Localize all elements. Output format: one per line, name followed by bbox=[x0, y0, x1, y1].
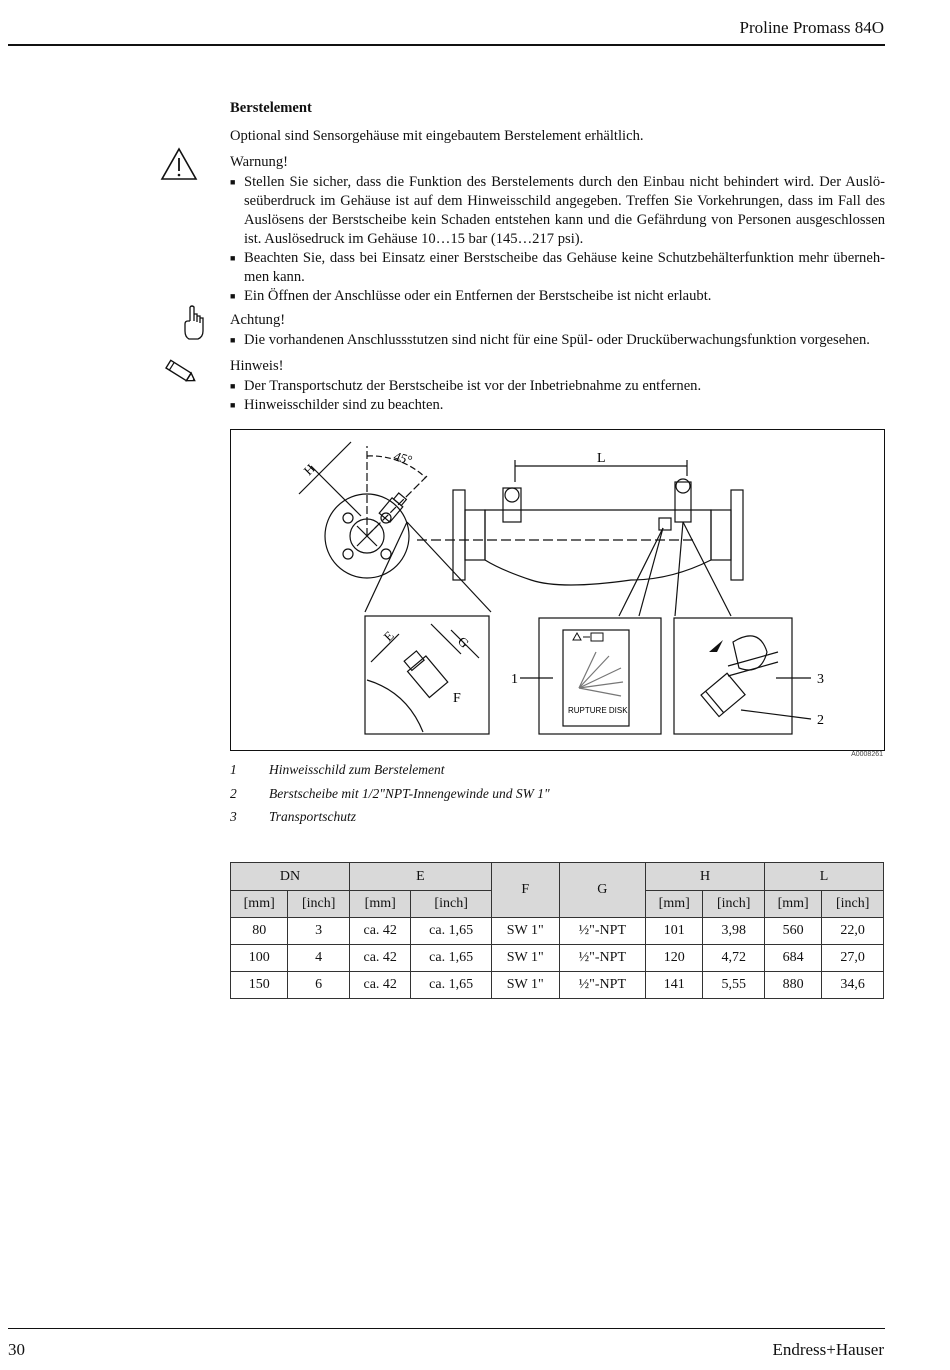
warning-triangle-icon bbox=[160, 147, 198, 181]
callout-number-1: 1 bbox=[511, 672, 518, 687]
note-heading: Hinweis! bbox=[230, 358, 284, 374]
table-cell: 101 bbox=[646, 918, 703, 945]
table-header-l: L bbox=[764, 863, 883, 891]
section-title: Berstelement bbox=[230, 100, 312, 116]
table-cell: SW 1" bbox=[491, 972, 559, 999]
warning-item: ■ Beachten Sie, dass bei Einsatz einer Berstscheibe das Gehäuse keine Schutzbehälterfunktion mehr überneh-men kann. bbox=[230, 249, 885, 287]
legend-number: 2 bbox=[230, 786, 237, 801]
table-unit: [inch] bbox=[822, 891, 884, 918]
rupture-disk-drawing bbox=[231, 430, 884, 750]
table-unit: [mm] bbox=[349, 891, 411, 918]
table-cell: ca. 1,65 bbox=[411, 945, 491, 972]
table-unit: [mm] bbox=[231, 891, 288, 918]
legend-number: 1 bbox=[230, 762, 237, 777]
table-cell: 150 bbox=[231, 972, 288, 999]
table-cell: ca. 1,65 bbox=[411, 972, 491, 999]
table-cell: 22,0 bbox=[822, 918, 884, 945]
table-cell: 4,72 bbox=[703, 945, 765, 972]
table-cell: 27,0 bbox=[822, 945, 884, 972]
table-cell: ½"-NPT bbox=[559, 972, 645, 999]
legend-text: Hinweisschild zum Berstelement bbox=[269, 762, 445, 777]
table-unit: [inch] bbox=[288, 891, 350, 918]
table-cell: ca. 42 bbox=[349, 945, 411, 972]
legend-number: 3 bbox=[230, 809, 237, 824]
table-cell: 34,6 bbox=[822, 972, 884, 999]
header-rule bbox=[8, 44, 885, 46]
legend-item bbox=[230, 809, 885, 829]
footer-rule bbox=[8, 1328, 885, 1329]
section-intro: Optional sind Sensorgehäuse mit eingebautem Berstelement erhältlich. bbox=[230, 128, 644, 144]
legend-item bbox=[230, 786, 885, 806]
table-cell: 6 bbox=[288, 972, 350, 999]
table-cell: 560 bbox=[764, 918, 821, 945]
table-cell: 80 bbox=[231, 918, 288, 945]
callout-number-3: 3 bbox=[817, 672, 824, 687]
table-cell: ½"-NPT bbox=[559, 918, 645, 945]
plate-text: RUPTURE DISK bbox=[568, 706, 628, 715]
figure-code: A0008261 bbox=[851, 751, 883, 758]
dim-label-e: E bbox=[380, 627, 397, 645]
dim-label-g: G bbox=[454, 633, 473, 651]
table-unit: [mm] bbox=[646, 891, 703, 918]
table-cell: ½"-NPT bbox=[559, 945, 645, 972]
table-header-f: F bbox=[491, 863, 559, 918]
running-header-title: Proline Promass 84O bbox=[739, 18, 884, 37]
pointing-hand-icon bbox=[180, 305, 208, 343]
warning-list bbox=[230, 173, 885, 306]
table-cell: 100 bbox=[231, 945, 288, 972]
page-number: 30 bbox=[8, 1340, 25, 1359]
dim-label-f: F bbox=[453, 691, 461, 706]
legend-text: Transportschutz bbox=[269, 809, 357, 824]
table-header-dn: DN bbox=[231, 863, 350, 891]
legend-text: Berstscheibe mit 1/2"NPT-Innengewinde und SW 1" bbox=[269, 786, 550, 801]
table-cell: SW 1" bbox=[491, 945, 559, 972]
dim-label-h: H bbox=[300, 460, 318, 479]
table-cell: 684 bbox=[764, 945, 821, 972]
warning-item: ■ Stellen Sie sicher, dass die Funktion des Berstelements durch den Einbau nicht behindert wird. Der Auslö-seüberdruck im Gehäuse ist auf dem Hinweisschild angegeben. Treffen Sie Vorkehrungen, dass im Fall des Auslösens der Berstscheibe kein Schaden entstehen kann und die Gefährdung von Personen ausgeschlossen ist. Auslösedruck im Gehäuse 10…15 bar (145…217 psi). bbox=[230, 173, 885, 249]
table-row bbox=[231, 945, 884, 972]
note-item: ■ Hinweisschilder sind zu beachten. bbox=[230, 396, 885, 415]
warning-heading: Warnung! bbox=[230, 154, 288, 170]
pencil-icon bbox=[160, 356, 200, 388]
table-unit: [inch] bbox=[411, 891, 491, 918]
table-row bbox=[231, 918, 884, 945]
caution-heading: Achtung! bbox=[230, 312, 286, 328]
legend-item bbox=[230, 762, 885, 782]
rupture-disk-figure bbox=[230, 429, 885, 751]
detail-box-label bbox=[539, 618, 661, 734]
table-cell: 141 bbox=[646, 972, 703, 999]
table-cell: ca. 42 bbox=[349, 918, 411, 945]
table-unit: [mm] bbox=[764, 891, 821, 918]
dim-label-angle: 45° bbox=[392, 448, 414, 468]
caution-list bbox=[230, 331, 885, 350]
warning-item: ■ Ein Öffnen der Anschlüsse oder ein Entfernen der Berstscheibe ist nicht erlaubt. bbox=[230, 287, 885, 306]
footer-brand: Endress+Hauser bbox=[772, 1340, 884, 1359]
table-header-g: G bbox=[559, 863, 645, 918]
table-cell: 4 bbox=[288, 945, 350, 972]
note-item: ■ Der Transportschutz der Berstscheibe ist vor der Inbetriebnahme zu entfernen. bbox=[230, 377, 885, 396]
table-cell: 5,55 bbox=[703, 972, 765, 999]
table-cell: ca. 1,65 bbox=[411, 918, 491, 945]
table-cell: 120 bbox=[646, 945, 703, 972]
table-row bbox=[231, 972, 884, 999]
note-list bbox=[230, 377, 885, 415]
table-cell: 3,98 bbox=[703, 918, 765, 945]
caution-item: ■ Die vorhandenen Anschlussstutzen sind nicht für eine Spül- oder Drucküberwachungsfunktion vorgesehen. bbox=[230, 331, 885, 350]
table-header-h: H bbox=[646, 863, 765, 891]
dim-label-l: L bbox=[597, 451, 606, 466]
table-cell: ca. 42 bbox=[349, 972, 411, 999]
detail-box-transport bbox=[674, 618, 792, 734]
table-cell: 3 bbox=[288, 918, 350, 945]
table-cell: SW 1" bbox=[491, 918, 559, 945]
dimensions-table bbox=[230, 862, 884, 999]
table-cell: 880 bbox=[764, 972, 821, 999]
table-header-e: E bbox=[349, 863, 491, 891]
callout-number-2: 2 bbox=[817, 713, 824, 728]
table-unit: [inch] bbox=[703, 891, 765, 918]
